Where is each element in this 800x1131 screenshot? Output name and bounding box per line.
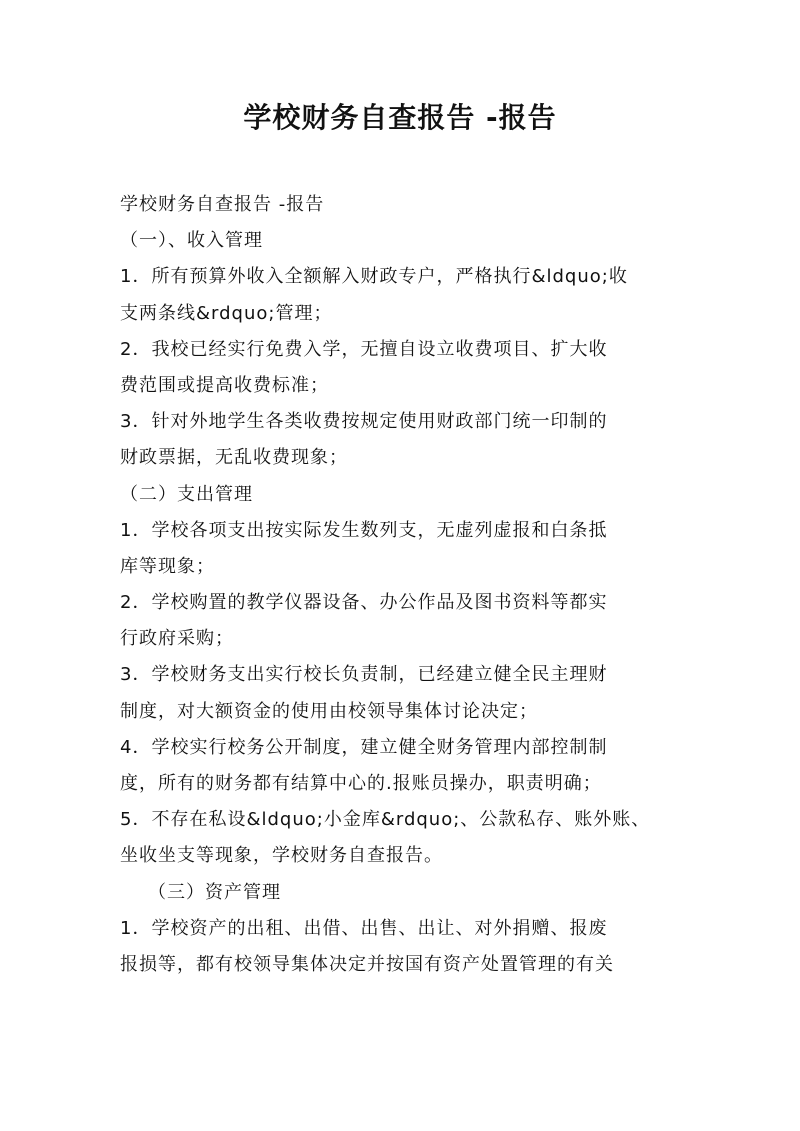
paragraph-line: 1．所有预算外收入全额解入财政专户，严格执行&ldquo;收 <box>120 266 628 288</box>
paragraph-line: 支两条线&rdquo;管理； <box>120 302 333 324</box>
paragraph-line: 2．我校已经实行免费入学，无擅自设立收费项目、扩大收 <box>120 338 608 360</box>
paragraph-line: 5．不存在私设&ldquo;小金库&rdquo;、公款私存、账外账、 <box>120 809 651 831</box>
paragraph-line: 费范围或提高收费标准； <box>120 374 329 396</box>
paragraph-line: 库等现象； <box>120 555 215 577</box>
paragraph-line: 学校财务自查报告 -报告 <box>120 194 325 215</box>
paragraph-line: 3．针对外地学生各类收费按规定使用财政部门统一印制的 <box>120 411 608 433</box>
section-heading: （二）支出管理 <box>120 483 253 505</box>
paragraph-line: 财政票据，无乱收费现象； <box>120 447 348 469</box>
paragraph-line: 2．学校购置的教学仪器设备、办公作品及图书资料等都实 <box>120 592 608 614</box>
paragraph-line: 3．学校财务支出实行校长负责制，已经建立健全民主理财 <box>120 664 608 686</box>
paragraph-line: 报损等，都有校领导集体决定并按国有资产处置管理的有关 <box>120 953 614 975</box>
paragraph-line: 4．学校实行校务公开制度，建立健全财务管理内部控制制 <box>120 736 608 758</box>
section-heading: （三）资产管理 <box>148 881 281 903</box>
document-title: 学校财务自查报告 -报告 <box>243 101 557 134</box>
paragraph-line: 行政府采购； <box>120 628 234 650</box>
paragraph-line: 制度，对大额资金的使用由校领导集体讨论决定； <box>120 700 538 722</box>
paragraph-line: 坐收坐支等现象，学校财务自查报告。 <box>120 845 443 867</box>
document-body <box>120 187 700 983</box>
paragraph-line: 1．学校各项支出按实际发生数列支，无虚列虚报和白条抵 <box>120 519 608 541</box>
section-heading: （一）、收入管理 <box>120 230 263 252</box>
paragraph-line: 度，所有的财务都有结算中心的.报账员操办，职责明确； <box>120 773 602 794</box>
paragraph-line: 1．学校资产的出租、出借、出售、出让、对外捐赠、报废 <box>120 917 608 939</box>
